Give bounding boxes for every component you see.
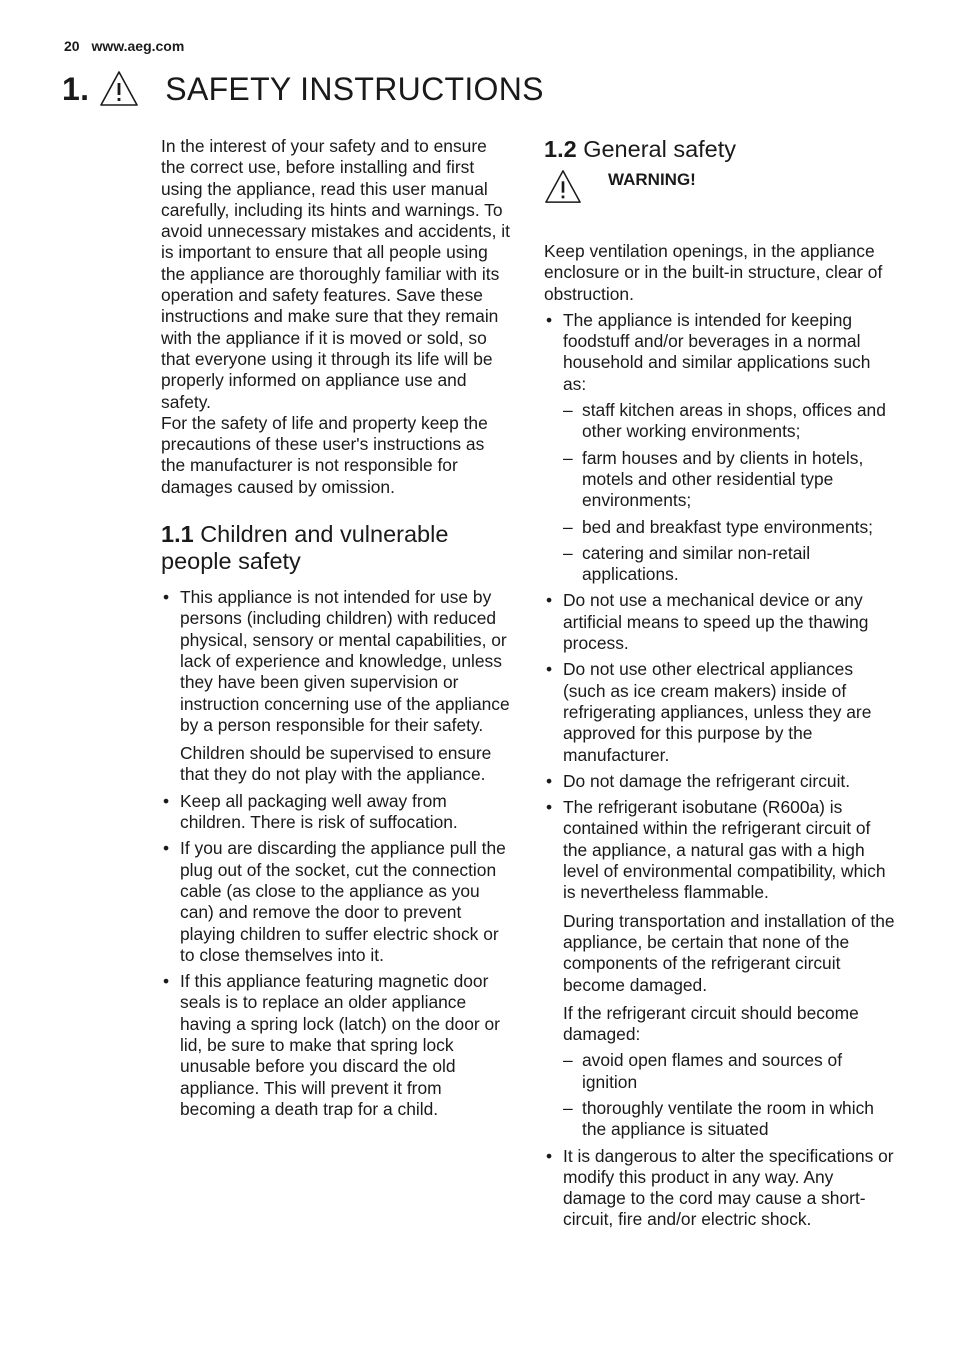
list-item xyxy=(544,797,896,1140)
sub-list xyxy=(563,1050,896,1140)
list-item-text: • Do not use other electrical appliances (such as ice cream makers) inside of refrigerating appliances, unless they are approved for this purpose by the manufacturer. xyxy=(563,659,872,765)
sub-list-item: – bed and breakfast type environments; xyxy=(563,517,896,538)
section-number: 1.2 xyxy=(544,136,577,162)
chapter-title xyxy=(62,66,544,112)
section-title: General safety xyxy=(583,136,737,162)
section-heading-general xyxy=(544,136,896,163)
page-number: 20 xyxy=(64,38,80,54)
list-item xyxy=(544,590,896,654)
section-heading-children xyxy=(161,521,513,575)
warning-triangle-icon xyxy=(99,70,139,108)
list-item-text: • Keep all packaging well away from children. There is risk of suffocation. xyxy=(180,790,458,833)
page-header xyxy=(64,38,184,54)
list-item xyxy=(161,838,513,966)
ventilation-text: Keep ventilation openings, in the appliance enclosure or in the built-in structure, clear of obstruction. xyxy=(544,241,883,304)
chapter-heading: SAFETY INSTRUCTIONS xyxy=(165,70,544,107)
list-item-note: If the refrigerant circuit should become damaged: xyxy=(563,1002,859,1045)
list-item-text: • The appliance is intended for keeping foodstuff and/or beverages in a normal household and similar applications such as: xyxy=(563,309,871,394)
list-item xyxy=(544,659,896,765)
section-number: 1.1 xyxy=(161,521,194,548)
list-item-note: During transportation and installation of the appliance, be certain that none of the components of the refrigerant circuit become damaged. xyxy=(563,910,895,995)
list-item-text: • The refrigerant isobutane (R600a) is contained within the refrigerant circuit of the appliance, a natural gas with a high level of environmental compatibility, which is nevertheless flammable. xyxy=(563,797,886,903)
sub-list-item: – catering and similar non-retail applications. xyxy=(563,543,896,586)
list-item xyxy=(161,587,513,786)
list-item xyxy=(161,791,513,834)
intro-text xyxy=(161,136,513,498)
general-safety-list xyxy=(544,310,896,1231)
sub-list xyxy=(563,400,896,585)
section-title: Children and vulnerable people safety xyxy=(161,521,449,575)
list-item xyxy=(161,971,513,1120)
list-item-note: Children should be supervised to ensure that they do not play with the appliance. xyxy=(180,743,492,785)
warning-triangle-icon xyxy=(544,169,582,205)
sub-list-item: – avoid open flames and sources of ignition xyxy=(563,1050,896,1093)
warning-block xyxy=(544,171,896,215)
list-item-text: • Do not use a mechanical device or any artificial means to speed up the thawing process. xyxy=(563,590,869,654)
intro-paragraph: For the safety of life and property keep the precautions of these user's instructions as the manufacturer is not responsible for damages caused by omission. xyxy=(161,412,488,497)
sub-list-item: – staff kitchen areas in shops, offices and other working environments; xyxy=(563,400,896,443)
list-item-text: • This appliance is not intended for use by persons (including children) with reduced physical, sensory or mental capabilities, or lack of experience and knowledge, unless they have been given supervision or instruction concerning use of the appliance by a person responsible for their safety. xyxy=(180,587,510,735)
list-item-text: • It is dangerous to alter the specifications or modify this product in any way. Any damage to the cord may cause a short-circuit, fire and/or electric shock. xyxy=(563,1145,894,1230)
list-item-text: • If you are discarding the appliance pull the plug out of the socket, cut the connection cable (as close to the appliance as you can) and remove the door to prevent playing children to suffer electric shock or to close themselves into it. xyxy=(180,838,506,965)
warning-label: WARNING! xyxy=(608,170,696,189)
sub-list-item: – farm houses and by clients in hotels, motels and other residential type environments; xyxy=(563,448,896,512)
chapter-number: 1. xyxy=(62,70,90,107)
right-column xyxy=(544,136,896,1236)
left-column xyxy=(161,136,513,1125)
list-item xyxy=(544,771,896,792)
list-item-text: • If this appliance featuring magnetic door seals is to replace an older appliance having a spring lock (latch) on the door or lid, be sure to make that spring lock unusable before you discard the old appliance. This will prevent it from becoming a death trap for a child. xyxy=(180,971,500,1119)
site-url: www.aeg.com xyxy=(91,38,185,54)
intro-paragraph: In the interest of your safety and to ensure the correct use, before installing and first using the appliance, read this user manual carefully, including its hints and warnings. To avoid unnecessary mistakes and accidents, it is important to ensure that all people using the appliance are thoroughly familiar with its operation and safety features. Save these instructions and make sure that they remain with the appliance if it is moved or sold, so that everyone using it through its life will be properly informed on appliance use and safety. xyxy=(161,136,510,412)
list-item xyxy=(544,310,896,586)
list-item-text: • Do not damage the refrigerant circuit. xyxy=(563,770,851,791)
sub-list-item: – thoroughly ventilate the room in which the appliance is situated xyxy=(563,1098,896,1141)
list-item xyxy=(544,1146,896,1231)
children-safety-list xyxy=(161,587,513,1120)
